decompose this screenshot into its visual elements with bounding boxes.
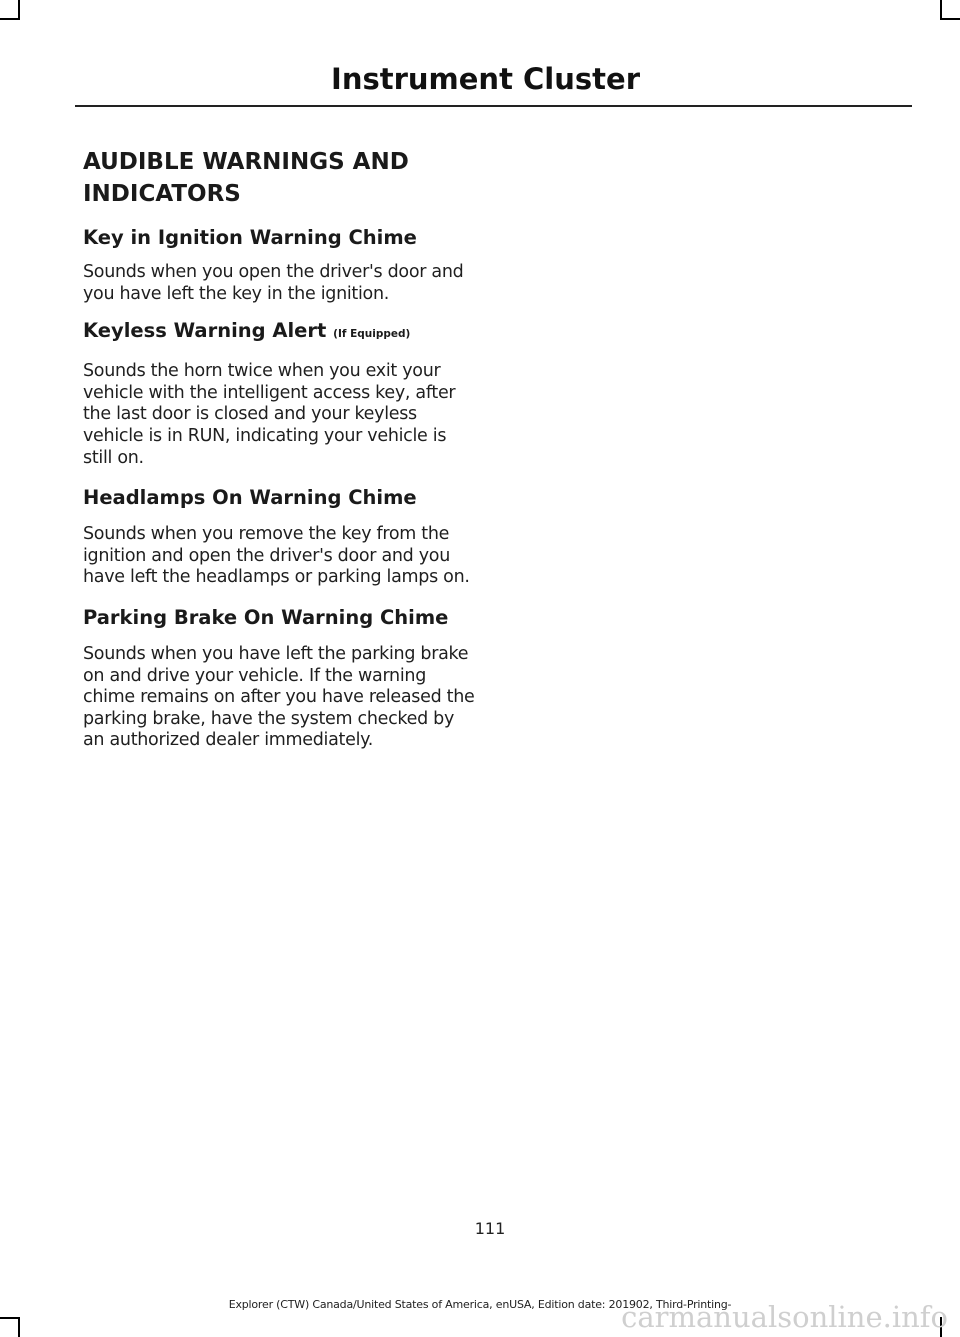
crop-mark-bottom-left-vertical <box>18 1317 20 1337</box>
crop-mark-bottom-left <box>0 1317 20 1319</box>
paragraph-key-in-ignition: Sounds when you open the driver's door and you have left the key in the ignition. <box>83 262 464 304</box>
crop-mark-top-right <box>940 18 960 20</box>
paragraph-keyless-warning-alert: Sounds the horn twice when you exit your vehicle with the intelligent access key, after the last door is closed and your keyless vehicle is in RUN, indicating your vehicle is still on. <box>83 361 456 468</box>
page-number: 111 <box>474 1219 506 1238</box>
heading-text: Keyless Warning Alert <box>83 319 327 343</box>
crop-mark-top-left-vertical <box>18 0 20 20</box>
page-header-title: Instrument Cluster <box>331 62 640 96</box>
section-title: AUDIBLE WARNINGS AND INDICATORS <box>83 149 409 207</box>
crop-mark-top-left <box>0 18 20 20</box>
paragraph-parking-brake-on: Sounds when you have left the parking brake on and drive your vehicle. If the warning chime remains on after you have released the parking brake, have the system checked by an authorized dealer immediately. <box>83 643 475 751</box>
paragraph-headlamps-on: Sounds when you remove the key from the ignition and open the driver's door and you have left the headlamps or parking lamps on. <box>83 524 470 588</box>
footer-edition-info: Explorer (CTW) Canada/United States of America, enUSA, Edition date: 201902, Third-Printing- <box>228 1298 732 1311</box>
heading-text: Key in Ignition Warning Chime <box>83 226 417 249</box>
heading-key-in-ignition <box>83 224 479 252</box>
header-divider <box>75 105 912 107</box>
main-content <box>83 146 479 752</box>
heading-parking-brake-on <box>83 604 479 632</box>
heading-headlamps-on <box>83 484 479 512</box>
crop-mark-top-right-vertical <box>940 0 942 20</box>
heading-text: Parking Brake On Warning Chime <box>83 605 449 629</box>
if-equipped-note: (If Equipped) <box>333 328 411 341</box>
heading-keyless-warning-alert <box>83 317 479 348</box>
heading-text: Headlamps On Warning Chime <box>83 486 417 510</box>
watermark: carmanualsonline.info <box>621 1300 948 1334</box>
